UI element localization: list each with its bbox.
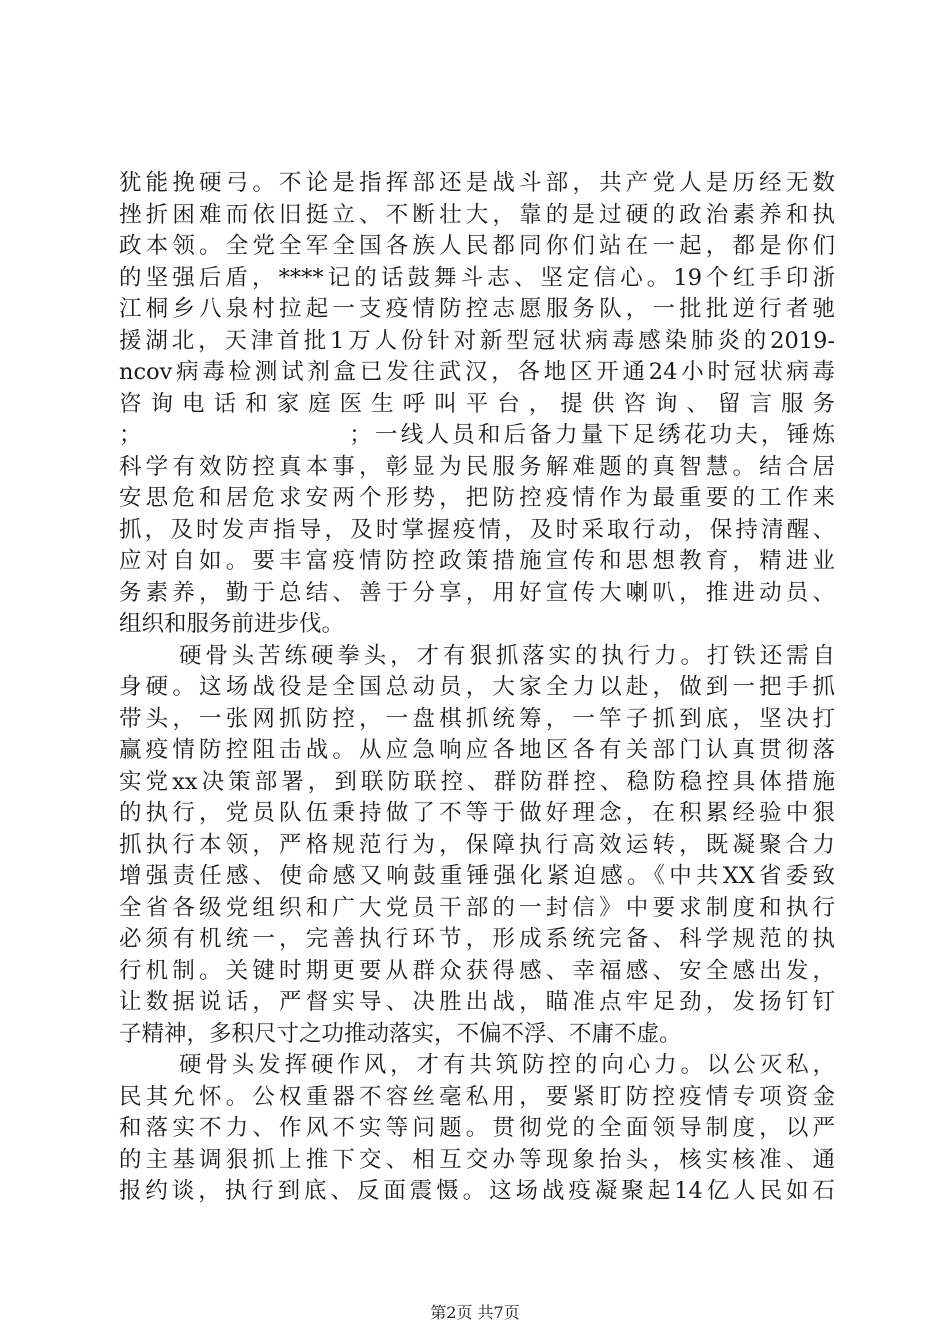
text-line: 带头，一张网抓防控，一盘棋抓统筹，一竿子抓到底，坚决打 bbox=[119, 705, 835, 732]
text-line: 报约谈，执行到底、反面震慑。这场战疫凝聚起14亿人民如石 bbox=[119, 1178, 835, 1204]
text-line: 让数据说话，严督实导、决胜出战，瞄准点牢足劲，发扬钉钉 bbox=[119, 989, 835, 1015]
body-text bbox=[119, 168, 835, 1208]
text-line: 组织和服务前进步伐。 bbox=[119, 611, 345, 637]
text-line: 抓，及时发声指导，及时掌握疫情，及时采取行动，保持清醒、 bbox=[119, 516, 835, 543]
text-line: 的执行，党员队伍秉持做了不等于做好理念，在积累经验中狠 bbox=[119, 800, 835, 826]
text-line: 安思危和居危求安两个形势，把防控疫情作为最重要的工作来 bbox=[119, 485, 835, 511]
text-line: 民其允怀。公权重器不容丝毫私用，要紧盯防控疫情专项资金 bbox=[119, 1083, 835, 1110]
text-line: 子精神，多积尺寸之功推动落实，不偏不浮、不庸不虚。 bbox=[119, 1020, 682, 1047]
text-line: 挫折困难而依旧挺立、不断壮大，靠的是过硬的政治素养和执 bbox=[119, 201, 835, 228]
text-line: 和落实不力、作风不实等问题。贯彻党的全面领导制度，以严 bbox=[119, 1115, 835, 1141]
paragraph-first-line: 硬骨头发挥硬作风，才有共筑防控的向心力。以公灭私， bbox=[179, 1052, 835, 1078]
text-line: 必须有机统一，完善执行环节，形成系统完备、科学规范的执 bbox=[119, 926, 835, 952]
text-line: 的主基调狠抓上推下交、相互交办等现象抬头，核实核准、通 bbox=[119, 1146, 835, 1173]
paragraph-first-line: 硬骨头苦练硬拳头，才有狠抓落实的执行力。打铁还需自 bbox=[179, 642, 835, 669]
text-line: 江桐乡八泉村拉起一支疫情防控志愿服务队，一批批逆行者驰 bbox=[119, 296, 835, 322]
text-line: 咨询电话和家庭医生呼叫平台，提供咨询、留言服务 bbox=[119, 390, 835, 417]
text-line: 抓执行本领，严格规范行为，保障执行高效运转，既凝聚合力 bbox=[119, 831, 835, 858]
text-line: ncov病毒检测试剂盒已发往武汉，各地区开通24小时冠状病毒 bbox=[119, 359, 835, 385]
text-line: 身硬。这场战役是全国总动员，大家全力以赴，做到一把手抓 bbox=[119, 674, 835, 700]
page-footer: 第2页 共7页 bbox=[430, 1303, 520, 1322]
text-line: 援湖北，天津首批1万人份针对新型冠状病毒感染肺炎的2019- bbox=[119, 327, 835, 354]
text-line: 行机制。关键时期更要从群众获得感、幸福感、安全感出发， bbox=[119, 957, 835, 984]
text-line: 赢疫情防控阻击战。从应急响应各地区各有关部门认真贯彻落 bbox=[119, 737, 835, 763]
text-line: 应对自如。要丰富疫情防控政策措施宣传和思想教育，精进业 bbox=[119, 548, 835, 574]
text-line: 全省各级党组织和广大党员干部的一封信》中要求制度和执行 bbox=[119, 894, 835, 921]
text-line: 增强责任感、使命感又响鼓重锤强化紧迫感。《中共XX省委致 bbox=[119, 863, 835, 889]
text-line: 的坚强后盾，****记的话鼓舞斗志、坚定信心。19个红手印浙 bbox=[119, 264, 835, 291]
text-line: 科学有效防控真本事，彰显为民服务解难题的真智慧。结合居 bbox=[119, 453, 835, 480]
text-line: 犹能挽硬弓。不论是指挥部还是战斗部，共产党人是历经无数 bbox=[119, 170, 835, 196]
text-line: 务素养，勤于总结、善于分享，用好宣传大喇叭，推进动员、 bbox=[119, 579, 835, 606]
text-line: 实党xx决策部署，到联防联控、群防群控、稳防稳控具体措施 bbox=[119, 768, 835, 795]
text-line: ； ；一线人员和后备力量下足绣花功夫，锤炼 bbox=[119, 422, 835, 448]
text-line: 政本领。全党全军全国各族人民都同你们站在一起，都是你们 bbox=[119, 233, 835, 259]
